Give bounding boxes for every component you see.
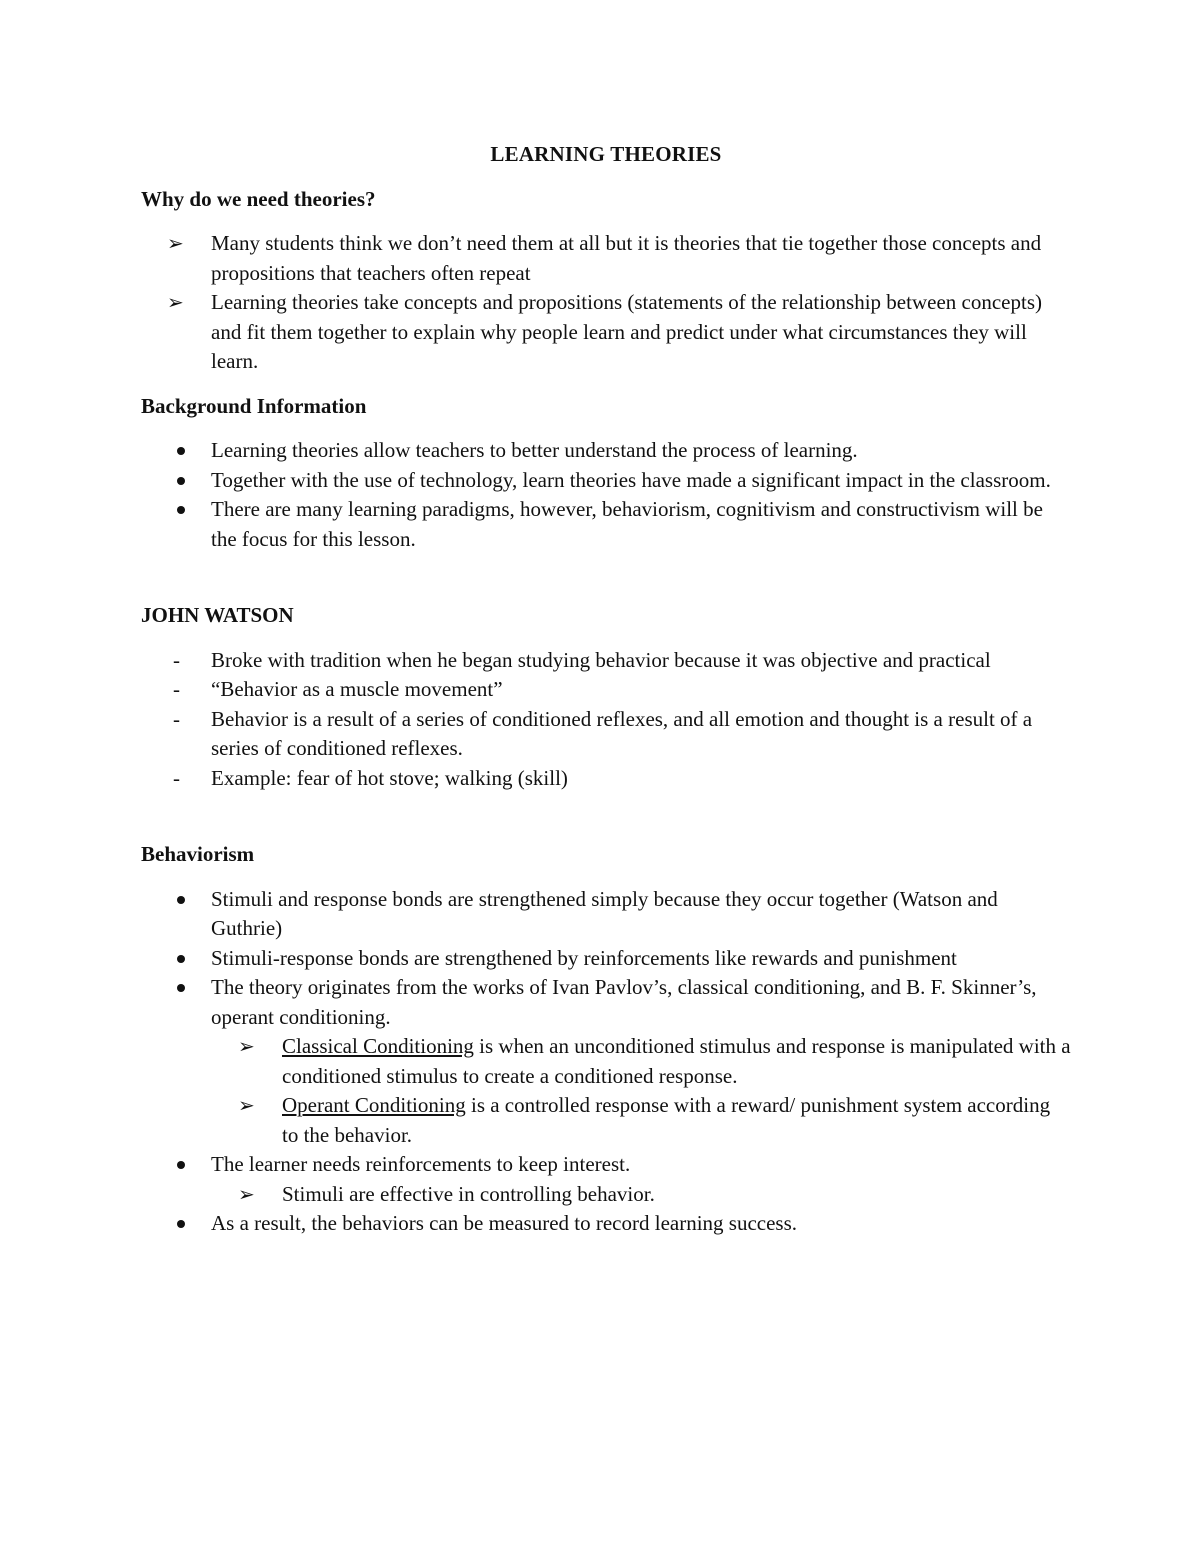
list-item <box>141 1150 1071 1209</box>
bullet-dot-icon <box>177 955 185 963</box>
list-item-text: The learner needs reinforcements to keep interest. <box>211 1152 631 1176</box>
list-item-text: Many students think we don’t need them at all but it is theories that tie together those concepts and propositions that teachers often repeat <box>211 231 1042 285</box>
list-item-text: Together with the use of technology, learn theories have made a significant impact in the classroom. <box>211 467 1051 492</box>
arrow-bullet-icon: ➢ <box>238 1095 255 1117</box>
arrow-bullet-icon: ➢ <box>167 292 184 314</box>
section-heading-background: Background Information <box>141 393 367 418</box>
dash-bullet-icon: - <box>173 647 180 672</box>
list-item-text: Stimuli-response bonds are strengthened by reinforcements like rewards and punishment <box>211 945 957 970</box>
sub-list-item-text: is when an unconditioned stimulus and response is manipulated with a conditioned stimulus to create a conditioned response. <box>282 1034 1071 1088</box>
list-item-text: Example: fear of hot stove; walking (skill) <box>211 765 568 790</box>
bullet-dot-icon <box>177 1220 185 1228</box>
list-item <box>141 973 1071 1150</box>
sub-list-item <box>141 1032 1071 1091</box>
section-heading-behaviorism: Behaviorism <box>141 842 255 866</box>
reinforcement-sub-list <box>211 1180 1071 1210</box>
spacer <box>141 554 1071 601</box>
sub-list-item-text: is a controlled response with a reward/ punishment system according to the behavior. <box>282 1093 1051 1147</box>
operant-conditioning-term: Operant Conditioning <box>282 1093 466 1117</box>
list-item <box>141 705 1071 764</box>
why-list <box>141 229 1071 377</box>
list-item <box>141 495 1071 554</box>
spacer <box>141 870 1071 885</box>
list-item-text: Behavior is a result of a series of conditioned reflexes, and all emotion and thought is a result of a series of conditioned reflexes. <box>211 706 1033 760</box>
list-item <box>141 675 1071 705</box>
bullet-dot-icon <box>177 447 185 455</box>
list-item <box>141 764 1071 794</box>
spacer <box>141 631 1071 646</box>
list-item-text: There are many learning paradigms, however, behaviorism, cognitivism and constructivism will be the focus for this lesson. <box>211 497 1043 551</box>
document-title: LEARNING THEORIES <box>490 142 722 166</box>
watson-list <box>141 646 1071 794</box>
arrow-bullet-icon: ➢ <box>238 1036 255 1058</box>
bullet-dot-icon <box>177 984 185 992</box>
list-item-text: Learning theories take concepts and propositions (statements of the relationship between concepts) and fit them together to explain why people learn and predict under what circumstances they will learn. <box>211 290 1042 373</box>
spacer <box>141 377 1071 392</box>
list-item-text: The theory originates from the works of Ivan Pavlov’s, classical conditioning, and B. F. Skinner’s, operant conditioning. <box>211 975 1037 1029</box>
list-item-text: As a result, the behaviors can be measured to record learning success. <box>211 1211 798 1235</box>
sub-list-item <box>141 1091 1071 1150</box>
list-item <box>141 885 1071 944</box>
list-item <box>141 646 1071 676</box>
list-item <box>141 436 1071 466</box>
bullet-dot-icon <box>177 1161 185 1169</box>
dash-bullet-icon: - <box>173 706 180 731</box>
section-heading-why: Why do we need theories? <box>141 186 376 211</box>
list-item <box>141 466 1071 496</box>
spacer <box>141 793 1071 840</box>
list-item <box>141 229 1071 288</box>
document-body <box>141 140 1071 1239</box>
list-item <box>141 1209 1071 1239</box>
bullet-dot-icon <box>177 506 185 514</box>
spacer <box>141 214 1071 229</box>
dash-bullet-icon: - <box>173 677 180 701</box>
arrow-bullet-icon: ➢ <box>167 233 184 255</box>
spacer <box>141 421 1071 436</box>
arrow-bullet-icon: ➢ <box>238 1183 255 1206</box>
sub-list-item-text: Stimuli are effective in controlling behavior. <box>282 1181 655 1206</box>
list-item <box>141 944 1071 974</box>
classical-conditioning-term: Classical Conditioning <box>282 1034 474 1058</box>
list-item-text: “Behavior as a muscle movement” <box>211 677 503 701</box>
list-item-text: Stimuli and response bonds are strengthened simply because they occur together (Watson and Guthrie) <box>211 886 998 940</box>
conditioning-sub-list <box>211 1032 1071 1150</box>
section-heading-watson: JOHN WATSON <box>141 603 294 627</box>
list-item-text: Broke with tradition when he began studying behavior because it was objective and practical <box>211 647 991 672</box>
list-item-text: Learning theories allow teachers to better understand the process of learning. <box>211 438 858 462</box>
bullet-dot-icon <box>177 477 185 485</box>
list-item <box>141 288 1071 377</box>
sub-list-item <box>141 1180 1071 1210</box>
bullet-dot-icon <box>177 896 185 904</box>
behaviorism-list <box>141 885 1071 1239</box>
background-list <box>141 436 1071 554</box>
dash-bullet-icon: - <box>173 765 180 790</box>
